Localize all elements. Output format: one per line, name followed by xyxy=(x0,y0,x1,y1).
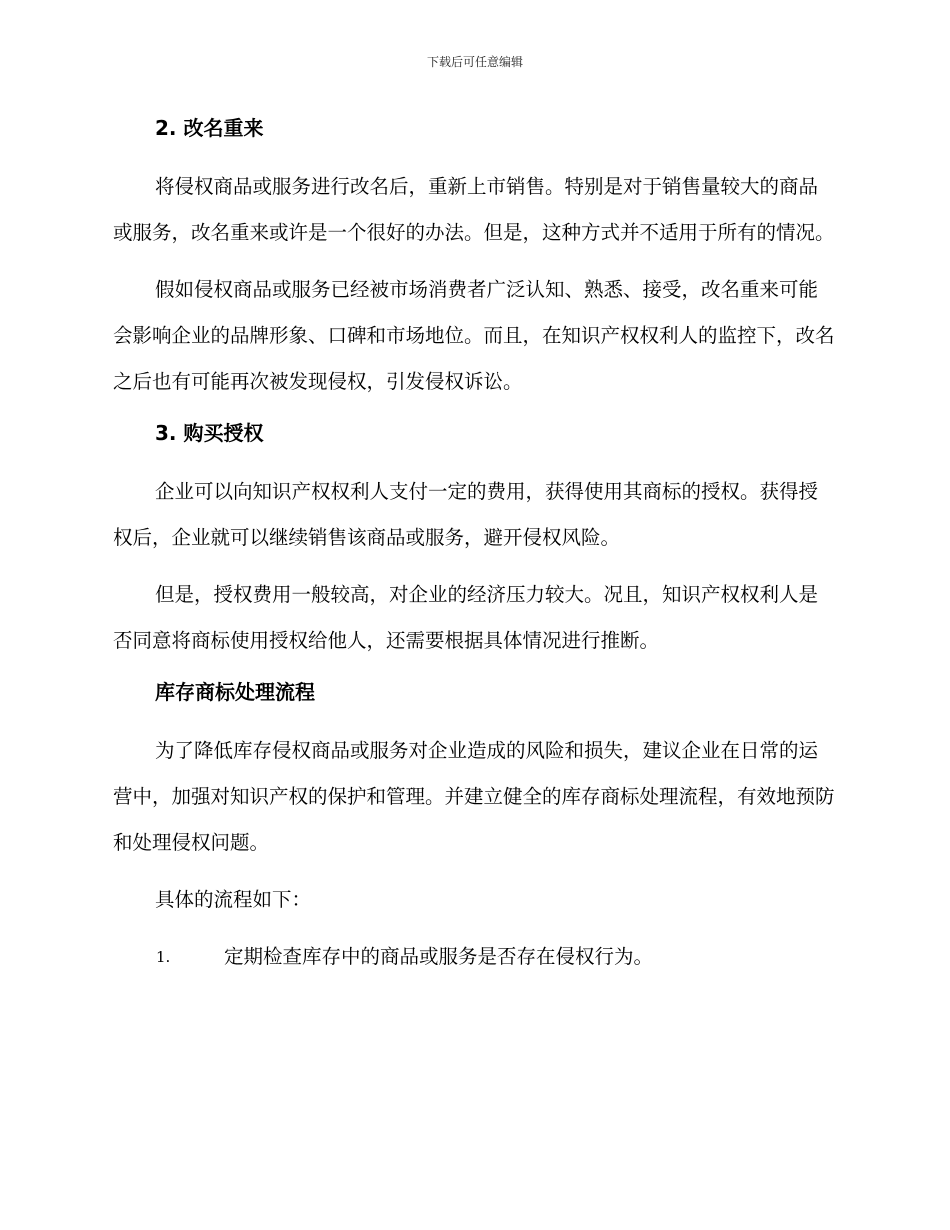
paragraph-license-2: 但是，授权费用一般较高，对企业的经济压力较大。况且，知识产权权利人是否同意将商标使用授权给他人，还需要根据具体情况进行推断。 xyxy=(113,583,819,652)
section-heading-rename: 2. 改名重来 xyxy=(155,116,264,140)
paragraph-process-2: 具体的流程如下： xyxy=(155,888,312,911)
paragraph-license-1: 企业可以向知识产权权利人支付一定的费用，获得使用其商标的授权。获得授权后，企业就可以继续销售该商品或服务，避开侵权风险。 xyxy=(113,480,819,549)
document-body xyxy=(113,111,835,980)
paragraph-process-1: 为了降低库存侵权商品或服务对企业造成的风险和损失，建议企业在日常的运营中，加强对知识产权的保护和管理。并建立健全的库存商标处理流程，有效地预防和处理侵权问题。 xyxy=(113,739,835,854)
list-item xyxy=(113,934,835,980)
list-item-text: 定期检查库存中的商品或服务是否存在侵权行为。 xyxy=(224,945,654,968)
paragraph-rename-2: 假如侵权商品或服务已经被市场消费者广泛认知、熟悉、接受，改名重来可能会影响企业的品牌形象、口碑和市场地位。而且，在知识产权权利人的监控下，改名之后也有可能再次被发现侵权，引发侵权诉讼。 xyxy=(113,278,835,393)
section-heading-license: 3. 购买授权 xyxy=(155,421,264,445)
section-heading-process: 库存商标处理流程 xyxy=(155,680,315,704)
list-item-number: 1. xyxy=(156,948,171,966)
paragraph-rename-1: 将侵权商品或服务进行改名后，重新上市销售。特别是对于销售量较大的商品或服务，改名重来或许是一个很好的办法。但是，这种方式并不适用于所有的情况。 xyxy=(113,175,835,244)
page-header-note: 下载后可任意编辑 xyxy=(426,55,523,69)
